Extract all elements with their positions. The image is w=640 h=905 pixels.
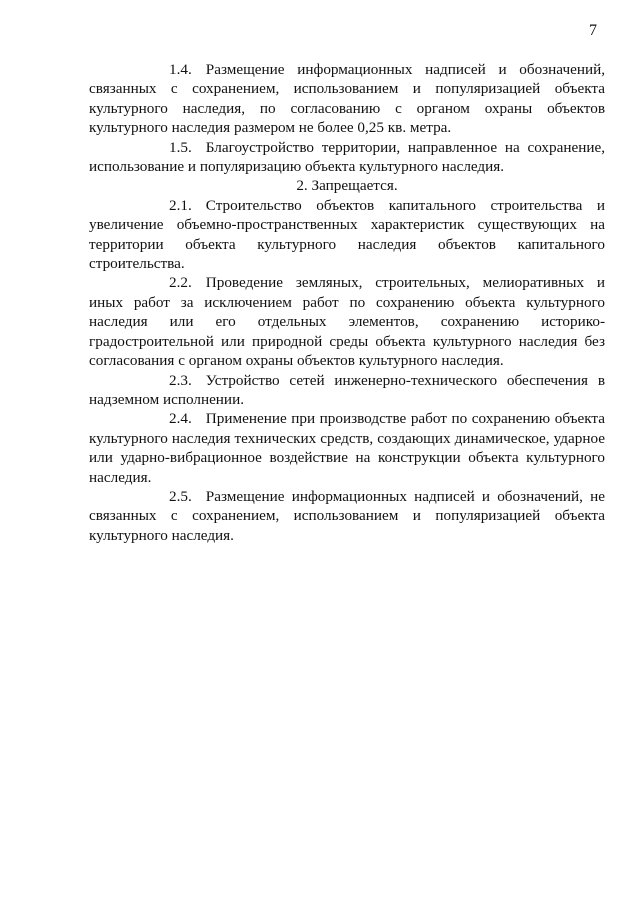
clause-number: 2.3. [169, 371, 192, 389]
clause-2-4 [89, 409, 605, 487]
clause-text: Размещение информационных надписей и обозначений, не связанных с сохранением, использованием и популяризацией объекта культурного наследия. [89, 487, 605, 544]
section-title: 2. Запрещается. [296, 177, 398, 195]
clause-text: Устройство сетей инженерно-технического обеспечения в надземном исполнении. [89, 371, 605, 408]
clause-1-4 [89, 60, 605, 138]
clause-2-1 [89, 196, 605, 274]
clause-text: Размещение информационных надписей и обозначений, связанных с сохранением, использованием и популяризацией объекта культурного наследия, по согласованию с органом охраны объектов культурного наследия размером не более 0,25 кв. метра. [89, 61, 605, 137]
clause-number: 1.5. [169, 138, 192, 156]
clause-number: 2.4. [169, 410, 192, 428]
page-number: 7 [589, 22, 597, 39]
clause-text: Применение при производстве работ по сохранению объекта культурного наследия технических средств, создающих динамическое, ударное или ударно-вибрационное воздействие на конструкции объекта культурного наследия. [89, 410, 605, 486]
clause-text: Благоустройство территории, направленное на сохранение, использование и популяризацию объекта культурного наследия. [89, 138, 605, 176]
clause-2-5 [89, 487, 605, 545]
clause-2-3 [89, 371, 605, 410]
document-body [89, 60, 605, 545]
clause-number: 2.2. [169, 274, 192, 292]
clause-text: Строительство объектов капитального строительства и увеличение объемно-пространственных характеристик существующих на территории объекта культурного наследия объектов капитального строительства. [89, 196, 605, 273]
clause-text: Проведение земляных, строительных, мелиоративных и иных работ за исключением работ по сохранению объекта культурного наследия или его отдельных элементов, сохранению историко-градостроительной или природной среды объекта культурного наследия без согласования с органом охраны объектов культурного наследия. [89, 274, 605, 370]
clause-number: 2.1. [169, 196, 192, 214]
clause-1-5 [89, 138, 605, 177]
clause-number: 2.5. [169, 487, 192, 505]
clause-2-2 [89, 273, 605, 370]
clause-number: 1.4. [169, 61, 192, 78]
